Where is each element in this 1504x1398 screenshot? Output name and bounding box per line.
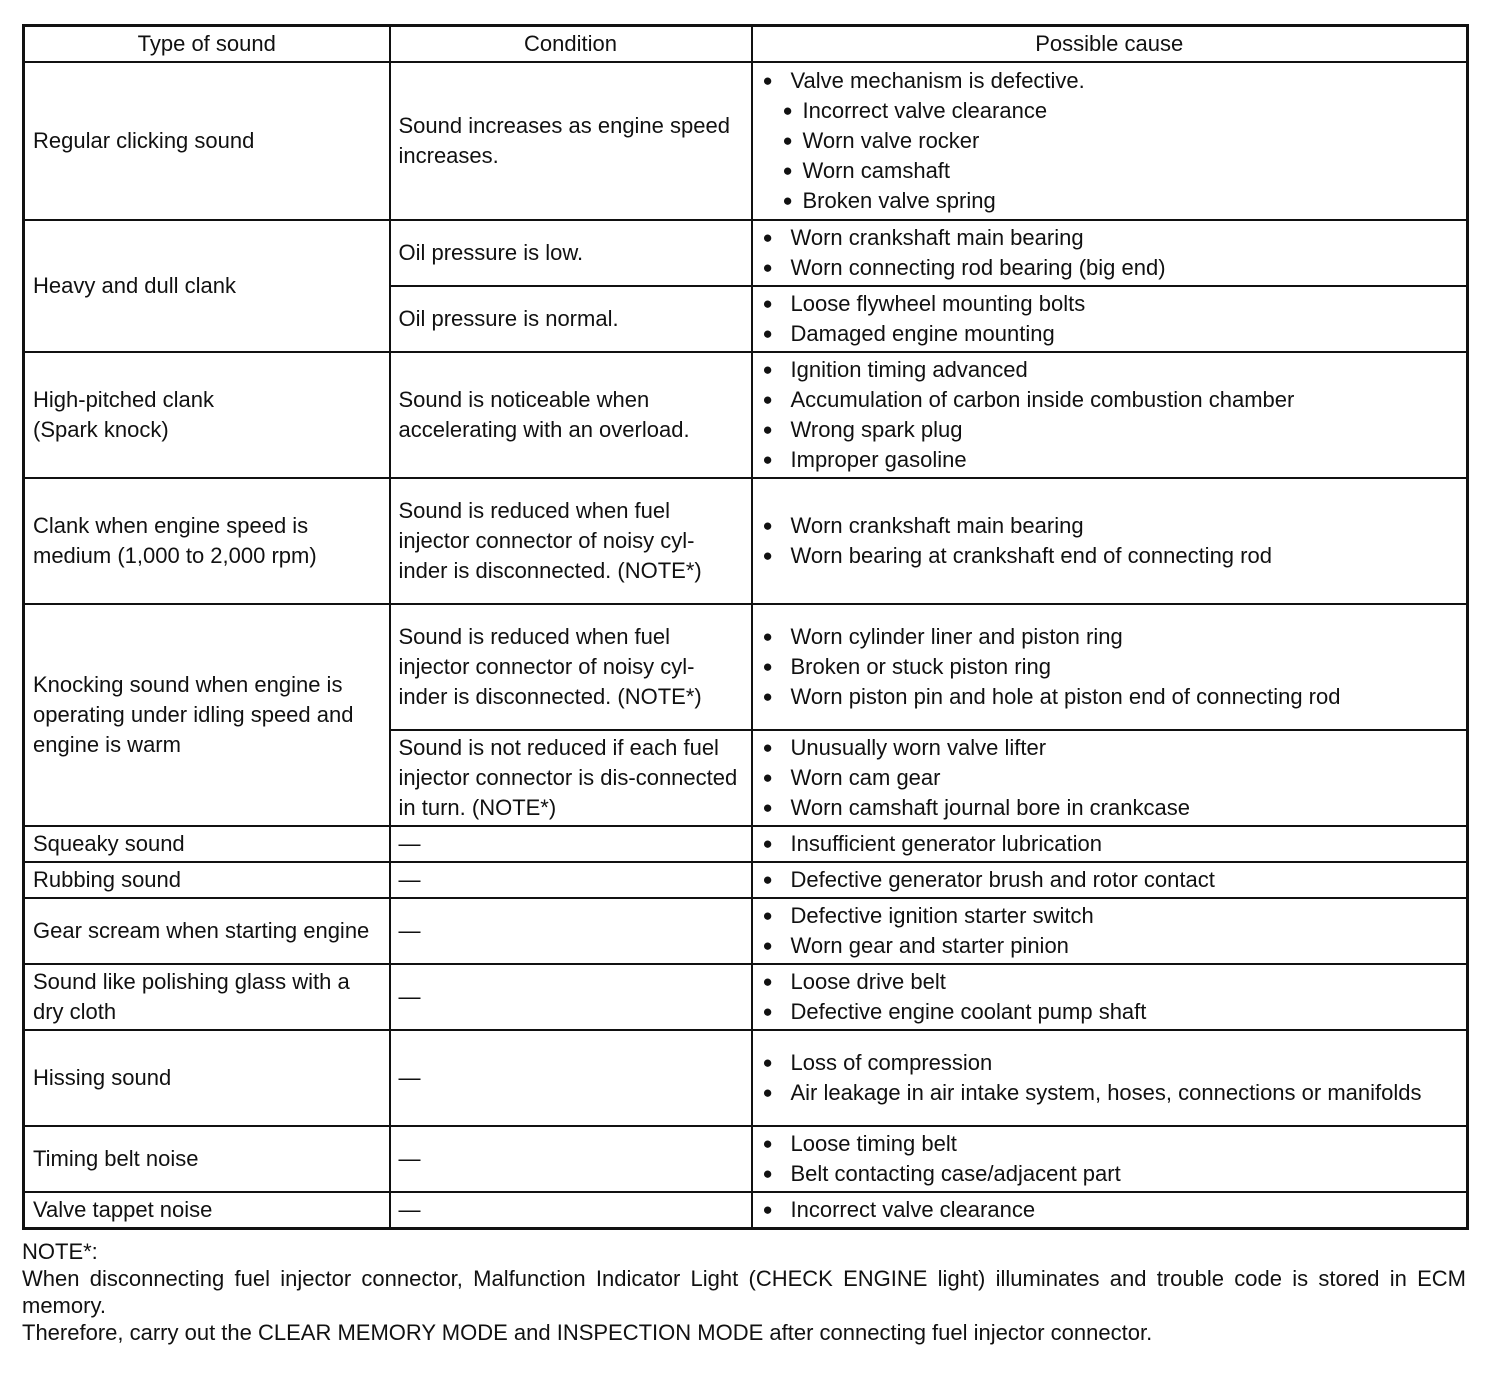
cause-item: ● Loose drive belt — [761, 967, 1459, 997]
condition-cell: — — [390, 862, 752, 898]
table-row — [24, 62, 1468, 220]
condition-cell: Oil pressure is low. — [390, 220, 752, 286]
condition-cell: — — [390, 898, 752, 964]
condition-cell: Sound is reduced when fuel injector connector of noisy cyl-inder is disconnected. (NOTE*) — [390, 604, 752, 730]
engine-noise-table — [22, 24, 1469, 1230]
type-cell: Heavy and dull clank — [24, 220, 390, 352]
type-cell: Squeaky sound — [24, 826, 390, 862]
condition-cell: — — [390, 964, 752, 1030]
type-cell: Clank when engine speed is medium (1,000 to 2,000 rpm) — [24, 478, 390, 604]
cause-sublist — [761, 96, 1459, 216]
type-cell: Timing belt noise — [24, 1126, 390, 1192]
condition-cell: — — [390, 1030, 752, 1126]
cause-list — [761, 865, 1459, 895]
cause-cell — [752, 478, 1468, 604]
type-cell: Knocking sound when engine is operating under idling speed and engine is warm — [24, 604, 390, 826]
cause-list — [761, 1048, 1459, 1108]
cause-item: ● Loose flywheel mounting bolts — [761, 289, 1459, 319]
cause-cell — [752, 964, 1468, 1030]
cause-cell — [752, 352, 1468, 478]
cause-list — [761, 66, 1459, 96]
cause-item: ● Worn connecting rod bearing (big end) — [761, 253, 1459, 283]
cause-item: ● Improper gasoline — [761, 445, 1459, 475]
cause-list — [761, 511, 1459, 571]
cause-list — [761, 829, 1459, 859]
cause-item: ● Worn piston pin and hole at piston end of connecting rod — [761, 682, 1459, 712]
cause-list — [761, 901, 1459, 961]
cause-cell — [752, 1126, 1468, 1192]
cause-item: ● Ignition timing advanced — [761, 355, 1459, 385]
type-cell: Gear scream when starting engine — [24, 898, 390, 964]
document-page — [22, 24, 1466, 1346]
cause-cell — [752, 826, 1468, 862]
cause-item: ● Defective engine coolant pump shaft — [761, 997, 1459, 1027]
cause-item: ● Wrong spark plug — [761, 415, 1459, 445]
cause-cell — [752, 898, 1468, 964]
table-row — [24, 352, 1468, 478]
footnote — [22, 1238, 1466, 1346]
type-cell — [24, 352, 390, 478]
type-cell: Valve tappet noise — [24, 1192, 390, 1229]
cause-item: ● Worn gear and starter pinion — [761, 931, 1459, 961]
table-row — [24, 1192, 1468, 1229]
type-cell: Hissing sound — [24, 1030, 390, 1126]
cause-item: ● Incorrect valve clearance — [761, 1195, 1459, 1225]
table-row — [24, 1030, 1468, 1126]
condition-cell: Sound is not reduced if each fuel injector connector is dis-connected in turn. (NOTE*) — [390, 730, 752, 826]
cause-list — [761, 355, 1459, 475]
table-row — [24, 1126, 1468, 1192]
table-row — [24, 964, 1468, 1030]
cause-item: ● Unusually worn valve lifter — [761, 733, 1459, 763]
table-row — [24, 220, 1468, 286]
cause-cell — [752, 862, 1468, 898]
cause-item: ● Worn cylinder liner and piston ring — [761, 622, 1459, 652]
table-row — [24, 478, 1468, 604]
cause-cell — [752, 1030, 1468, 1126]
header-possible-cause: Possible cause — [752, 26, 1468, 63]
cause-list — [761, 733, 1459, 823]
cause-item: ● Valve mechanism is defective. — [761, 66, 1459, 96]
cause-item: ● Incorrect valve clearance — [781, 96, 1459, 126]
type-line: High-pitched clank — [33, 387, 214, 412]
condition-cell: Sound is reduced when fuel injector connector of noisy cyl-inder is disconnected. (NOTE*) — [390, 478, 752, 604]
cause-item: ● Worn cam gear — [761, 763, 1459, 793]
condition-cell: — — [390, 826, 752, 862]
type-cell: Regular clicking sound — [24, 62, 390, 220]
note-title: NOTE*: — [22, 1239, 98, 1264]
cause-list — [761, 1195, 1459, 1225]
table-header-row — [24, 26, 1468, 63]
cause-list — [761, 289, 1459, 349]
cause-item: ● Worn bearing at crankshaft end of connecting rod — [761, 541, 1459, 571]
type-cell: Sound like polishing glass with a dry cloth — [24, 964, 390, 1030]
condition-cell: — — [390, 1126, 752, 1192]
cause-item: ● Worn valve rocker — [781, 126, 1459, 156]
condition-cell: Sound increases as engine speed increases. — [390, 62, 752, 220]
cause-cell — [752, 604, 1468, 730]
cause-item: ● Worn crankshaft main bearing — [761, 223, 1459, 253]
cause-item: ● Worn crankshaft main bearing — [761, 511, 1459, 541]
header-condition: Condition — [390, 26, 752, 63]
cause-item: ● Accumulation of carbon inside combustion chamber — [761, 385, 1459, 415]
table-row — [24, 898, 1468, 964]
type-line: (Spark knock) — [33, 417, 169, 442]
condition-cell: Sound is noticeable when accelerating with an overload. — [390, 352, 752, 478]
condition-cell: Oil pressure is normal. — [390, 286, 752, 352]
cause-item: ● Belt contacting case/adjacent part — [761, 1159, 1459, 1189]
cause-item: ● Air leakage in air intake system, hoses, connections or manifolds — [761, 1078, 1459, 1108]
cause-cell — [752, 730, 1468, 826]
table-row — [24, 862, 1468, 898]
cause-item: ● Defective ignition starter switch — [761, 901, 1459, 931]
cause-cell — [752, 1192, 1468, 1229]
cause-item: ● Loss of compression — [761, 1048, 1459, 1078]
cause-cell — [752, 62, 1468, 220]
cause-item: ● Damaged engine mounting — [761, 319, 1459, 349]
cause-list — [761, 1129, 1459, 1189]
type-cell: Rubbing sound — [24, 862, 390, 898]
note-text: When disconnecting fuel injector connector, Malfunction Indicator Light (CHECK ENGINE light) illuminates and trouble code is stored in ECM memory. — [22, 1266, 1466, 1318]
header-type-of-sound: Type of sound — [24, 26, 390, 63]
cause-item: ● Worn camshaft — [781, 156, 1459, 186]
cause-cell — [752, 286, 1468, 352]
cause-list — [761, 622, 1459, 712]
table-row — [24, 826, 1468, 862]
cause-list — [761, 967, 1459, 1027]
cause-item: ● Insufficient generator lubrication — [761, 829, 1459, 859]
note-text: Therefore, carry out the CLEAR MEMORY MODE and INSPECTION MODE after connecting fuel injector connector. — [22, 1320, 1153, 1345]
condition-cell: — — [390, 1192, 752, 1229]
cause-item: ● Loose timing belt — [761, 1129, 1459, 1159]
cause-item: ● Worn camshaft journal bore in crankcase — [761, 793, 1459, 823]
cause-item: ● Broken or stuck piston ring — [761, 652, 1459, 682]
cause-cell — [752, 220, 1468, 286]
cause-item: ● Broken valve spring — [781, 186, 1459, 216]
table-row — [24, 604, 1468, 730]
cause-list — [761, 223, 1459, 283]
cause-item: ● Defective generator brush and rotor contact — [761, 865, 1459, 895]
